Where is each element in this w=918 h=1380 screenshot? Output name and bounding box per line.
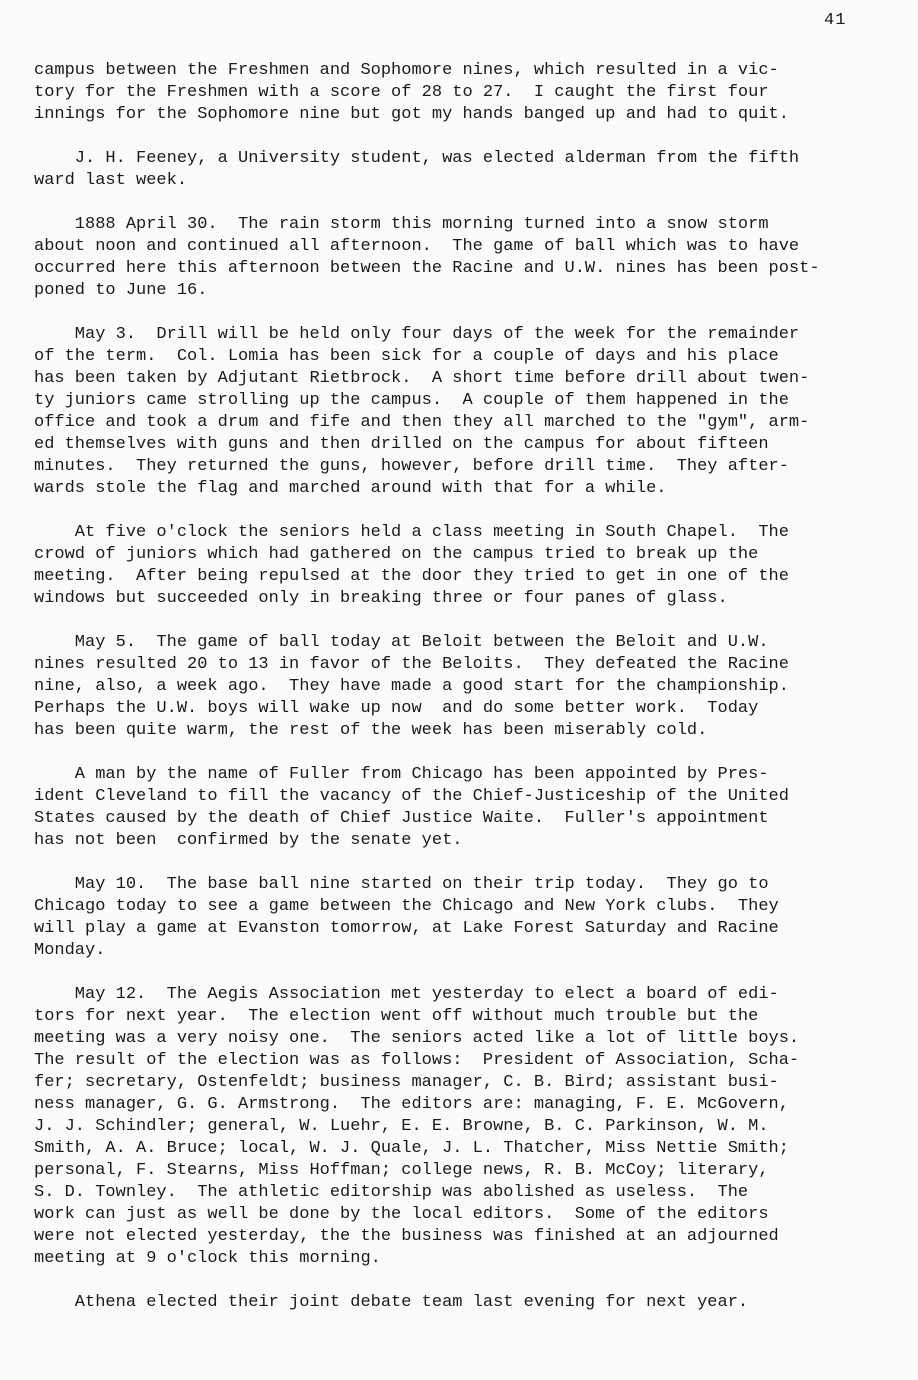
- text-line: The result of the election was as follows: President of Association, Scha-: [34, 1051, 800, 1070]
- text-line: has been quite warm, the rest of the week has been miserably cold.: [34, 721, 708, 740]
- text-line: ed themselves with guns and then drilled on the campus for about fifteen: [34, 435, 769, 454]
- text-line: May 5. The game of ball today at Beloit between the Beloit and U.W.: [34, 633, 769, 652]
- text-line: S. D. Townley. The athletic editorship was abolished as useless. The: [34, 1183, 749, 1202]
- text-line: Monday.: [34, 941, 106, 960]
- paragraph: [34, 522, 884, 610]
- text-line: A man by the name of Fuller from Chicago has been appointed by Pres-: [34, 765, 769, 784]
- text-line: Perhaps the U.W. boys will wake up now and do some better work. Today: [34, 699, 759, 718]
- text-line: meeting. After being repulsed at the door they tried to get in one of the: [34, 567, 789, 586]
- paragraph: [34, 148, 884, 192]
- text-line: May 12. The Aegis Association met yesterday to elect a board of edi-: [34, 985, 779, 1004]
- text-line: meeting was a very noisy one. The seniors acted like a lot of little boys.: [34, 1029, 800, 1048]
- text-line: ident Cleveland to fill the vacancy of the Chief-Justiceship of the United: [34, 787, 789, 806]
- paragraph: [34, 764, 884, 852]
- text-line: May 10. The base ball nine started on their trip today. They go to: [34, 875, 769, 894]
- text-line: States caused by the death of Chief Justice Waite. Fuller's appointment: [34, 809, 769, 828]
- paragraph: [34, 984, 884, 1270]
- text-line: Smith, A. A. Bruce; local, W. J. Quale, J. L. Thatcher, Miss Nettie Smith;: [34, 1139, 789, 1158]
- text-line: crowd of juniors which had gathered on the campus tried to break up the: [34, 545, 759, 564]
- text-line: windows but succeeded only in breaking three or four panes of glass.: [34, 589, 728, 608]
- text-line: ward last week.: [34, 171, 188, 190]
- text-line: J. H. Feeney, a University student, was elected alderman from the fifth: [34, 149, 800, 168]
- text-line: ty juniors came strolling up the campus. A couple of them happened in the: [34, 391, 789, 410]
- text-line: will play a game at Evanston tomorrow, at Lake Forest Saturday and Racine: [34, 919, 779, 938]
- document-body: [34, 60, 884, 1336]
- text-line: tory for the Freshmen with a score of 28 to 27. I caught the first four: [34, 83, 769, 102]
- text-line: office and took a drum and fife and then they all marched to the "gym", arm-: [34, 413, 810, 432]
- text-line: poned to June 16.: [34, 281, 208, 300]
- text-line: ness manager, G. G. Armstrong. The editors are: managing, F. E. McGovern,: [34, 1095, 789, 1114]
- text-line: minutes. They returned the guns, however, before drill time. They after-: [34, 457, 789, 476]
- paragraph: [34, 60, 884, 126]
- text-line: At five o'clock the seniors held a class meeting in South Chapel. The: [34, 523, 789, 542]
- paragraph: [34, 1292, 884, 1314]
- text-line: nine, also, a week ago. They have made a good start for the championship.: [34, 677, 789, 696]
- text-line: fer; secretary, Ostenfeldt; business manager, C. B. Bird; assistant busi-: [34, 1073, 779, 1092]
- text-line: personal, F. Stearns, Miss Hoffman; college news, R. B. McCoy; literary,: [34, 1161, 769, 1180]
- text-line: has not been confirmed by the senate yet.: [34, 831, 463, 850]
- text-line: May 3. Drill will be held only four days of the week for the remainder: [34, 325, 800, 344]
- text-line: 1888 April 30. The rain storm this morning turned into a snow storm: [34, 215, 769, 234]
- paragraph: [34, 874, 884, 962]
- text-line: innings for the Sophomore nine but got my hands banged up and had to quit.: [34, 105, 789, 124]
- text-line: Chicago today to see a game between the Chicago and New York clubs. They: [34, 897, 779, 916]
- text-line: occurred here this afternoon between the Racine and U.W. nines has been post-: [34, 259, 820, 278]
- text-line: nines resulted 20 to 13 in favor of the Beloits. They defeated the Racine: [34, 655, 789, 674]
- page-number: 41: [824, 11, 847, 30]
- text-line: work can just as well be done by the local editors. Some of the editors: [34, 1205, 769, 1224]
- text-line: were not elected yesterday, the the business was finished at an adjourned: [34, 1227, 779, 1246]
- text-line: tors for next year. The election went off without much trouble but the: [34, 1007, 759, 1026]
- paragraph: [34, 324, 884, 500]
- text-line: Athena elected their joint debate team last evening for next year.: [34, 1293, 749, 1312]
- text-line: about noon and continued all afternoon. The game of ball which was to have: [34, 237, 800, 256]
- text-line: J. J. Schindler; general, W. Luehr, E. E. Browne, B. C. Parkinson, W. M.: [34, 1117, 769, 1136]
- paragraph: [34, 632, 884, 742]
- text-line: of the term. Col. Lomia has been sick for a couple of days and his place: [34, 347, 779, 366]
- text-line: has been taken by Adjutant Rietbrock. A short time before drill about twen-: [34, 369, 810, 388]
- paragraph: [34, 214, 884, 302]
- text-line: meeting at 9 o'clock this morning.: [34, 1249, 381, 1268]
- text-line: campus between the Freshmen and Sophomore nines, which resulted in a vic-: [34, 61, 779, 80]
- text-line: wards stole the flag and marched around with that for a while.: [34, 479, 667, 498]
